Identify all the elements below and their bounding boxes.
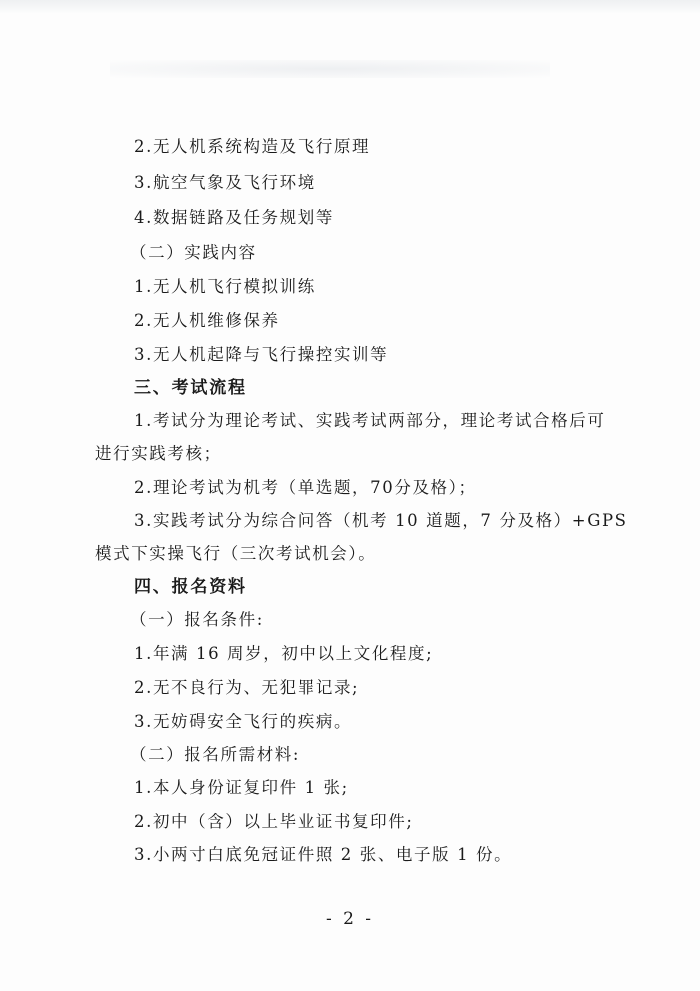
exam-item-3-line-2: 模式下实操飞行（三次考试机会）。 bbox=[95, 544, 377, 563]
exam-item-3-line-1: 3.实践考试分为综合问答（机考 10 道题，7 分及格）+GPS bbox=[134, 511, 628, 530]
registration-conditions-subheading: （一）报名条件: bbox=[130, 610, 264, 629]
condition-item-3: 3.无妨碍安全飞行的疾病。 bbox=[134, 712, 353, 731]
practice-content-subheading: （二）实践内容 bbox=[130, 243, 257, 262]
material-item-1: 1.本人身份证复印件 1 张; bbox=[134, 778, 349, 797]
exam-item-1-line-2: 进行实践考核； bbox=[95, 444, 222, 463]
scan-smudge bbox=[110, 60, 550, 78]
condition-item-1: 1.年满 16 周岁，初中以上文化程度; bbox=[134, 644, 434, 663]
exam-item-1-line-1: 1.考试分为理论考试、实践考试两部分，理论考试合格后可 bbox=[134, 411, 606, 430]
registration-materials-heading: 四、报名资料 bbox=[134, 577, 247, 597]
exam-item-2: 2.理论考试为机考（单选题，70分及格）； bbox=[134, 478, 477, 497]
condition-item-2: 2.无不良行为、无犯罪记录; bbox=[134, 678, 360, 697]
scan-edge-shadow bbox=[0, 0, 700, 14]
practice-item-2: 2.无人机维修保养 bbox=[134, 311, 280, 330]
page-number: - 2 - bbox=[325, 909, 375, 929]
material-item-3: 3.小两寸白底免冠证件照 2 张、电子版 1 份。 bbox=[134, 845, 513, 864]
theory-item-3: 3.航空气象及飞行环境 bbox=[134, 173, 316, 192]
exam-process-heading: 三、考试流程 bbox=[134, 378, 247, 398]
required-materials-subheading: （二）报名所需材料: bbox=[130, 745, 301, 764]
theory-item-2: 2.无人机系统构造及飞行原理 bbox=[134, 137, 371, 156]
theory-item-4: 4.数据链路及任务规划等 bbox=[134, 208, 334, 227]
practice-item-3: 3.无人机起降与飞行操控实训等 bbox=[134, 345, 389, 364]
practice-item-1: 1.无人机飞行模拟训练 bbox=[134, 277, 316, 296]
material-item-2: 2.初中（含）以上毕业证书复印件; bbox=[134, 812, 414, 831]
